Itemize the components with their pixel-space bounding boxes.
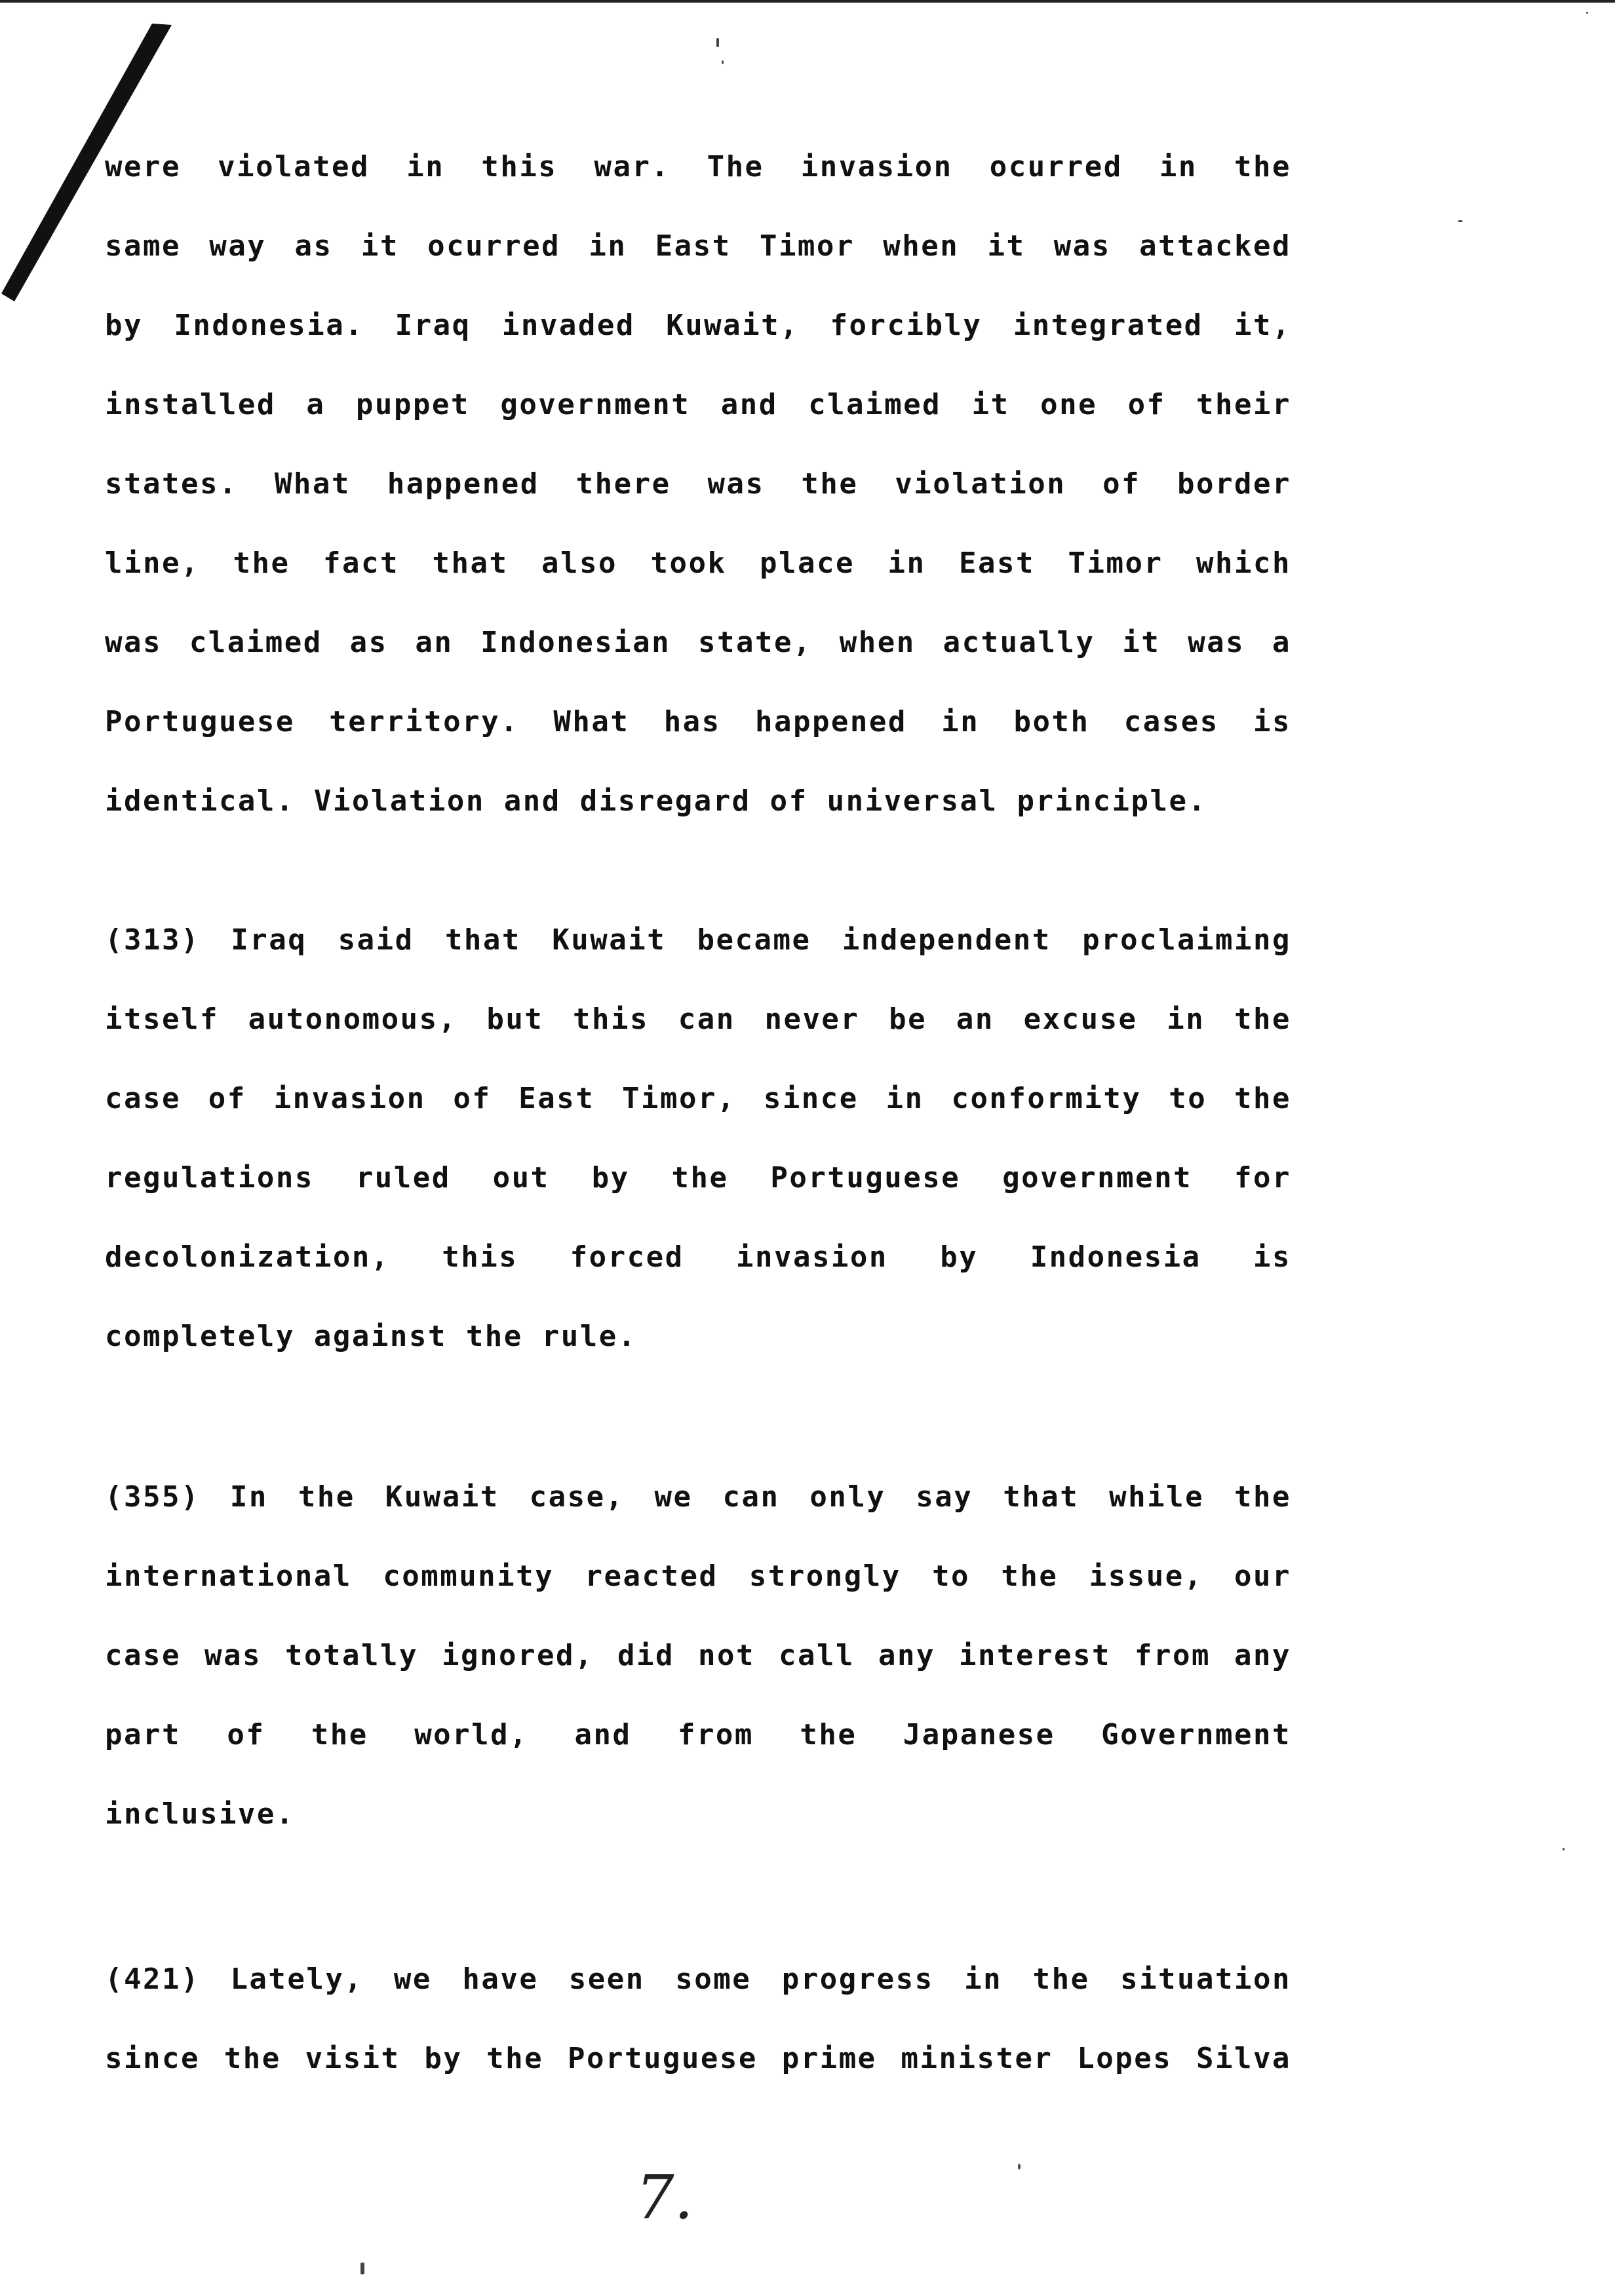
text-line: case of invasion of East Timor, since in conformity to the xyxy=(105,1082,1291,1115)
text-line: case was totally ignored, did not call any interest from any xyxy=(105,1639,1291,1672)
text-line: inclusive. xyxy=(105,1797,295,1831)
text-line: same way as it ocurred in East Timor when it was attacked xyxy=(105,229,1291,263)
text-line: was claimed as an Indonesian state, when actually it was a xyxy=(105,626,1291,659)
text-line: (355) In the Kuwait case, we can only say that while the xyxy=(105,1480,1291,1514)
text-line: itself autonomous, but this can never be an excuse in the xyxy=(105,1003,1291,1036)
text-line: part of the world, and from the Japanese Government xyxy=(105,1718,1291,1751)
page-number: 7. xyxy=(636,2162,693,2232)
text-line: states. What happened there was the violation of border xyxy=(105,467,1291,501)
scan-speck xyxy=(1018,2164,1021,2170)
text-line: since the visit by the Portuguese prime minister Lopes Silva xyxy=(105,2042,1291,2075)
scan-speck xyxy=(716,38,719,47)
scan-speck xyxy=(722,60,724,64)
text-line: were violated in this war. The invasion ocurred in the xyxy=(105,150,1291,183)
text-line: decolonization, this forced invasion by Indonesia is xyxy=(105,1240,1291,1274)
text-line: (421) Lately, we have seen some progress in the situation xyxy=(105,1962,1291,1996)
scan-speck xyxy=(1586,12,1588,14)
paragraph-1 xyxy=(105,127,1291,841)
text-line: (313) Iraq said that Kuwait became independent proclaiming xyxy=(105,923,1291,957)
scan-speck xyxy=(360,2263,364,2274)
paragraph-421 xyxy=(105,1940,1291,2098)
text-line: by Indonesia. Iraq invaded Kuwait, forcibly integrated it, xyxy=(105,309,1291,342)
text-line: Portuguese territory. What has happened in both cases is xyxy=(105,705,1291,738)
text-line: identical. Violation and disregard of universal principle. xyxy=(105,784,1207,818)
text-line: line, the fact that also took place in East Timor which xyxy=(105,546,1291,580)
paragraph-313 xyxy=(105,900,1291,1376)
page-top-edge xyxy=(0,0,1615,3)
scan-speck xyxy=(1458,220,1463,222)
scan-speck xyxy=(1563,1848,1565,1850)
text-line: regulations ruled out by the Portuguese government for xyxy=(105,1161,1291,1195)
paragraph-355 xyxy=(105,1457,1291,1854)
text-line: completely against the rule. xyxy=(105,1320,637,1353)
text-line: installed a puppet government and claimed it one of their xyxy=(105,388,1291,421)
text-line: international community reacted strongly to the issue, our xyxy=(105,1559,1291,1593)
